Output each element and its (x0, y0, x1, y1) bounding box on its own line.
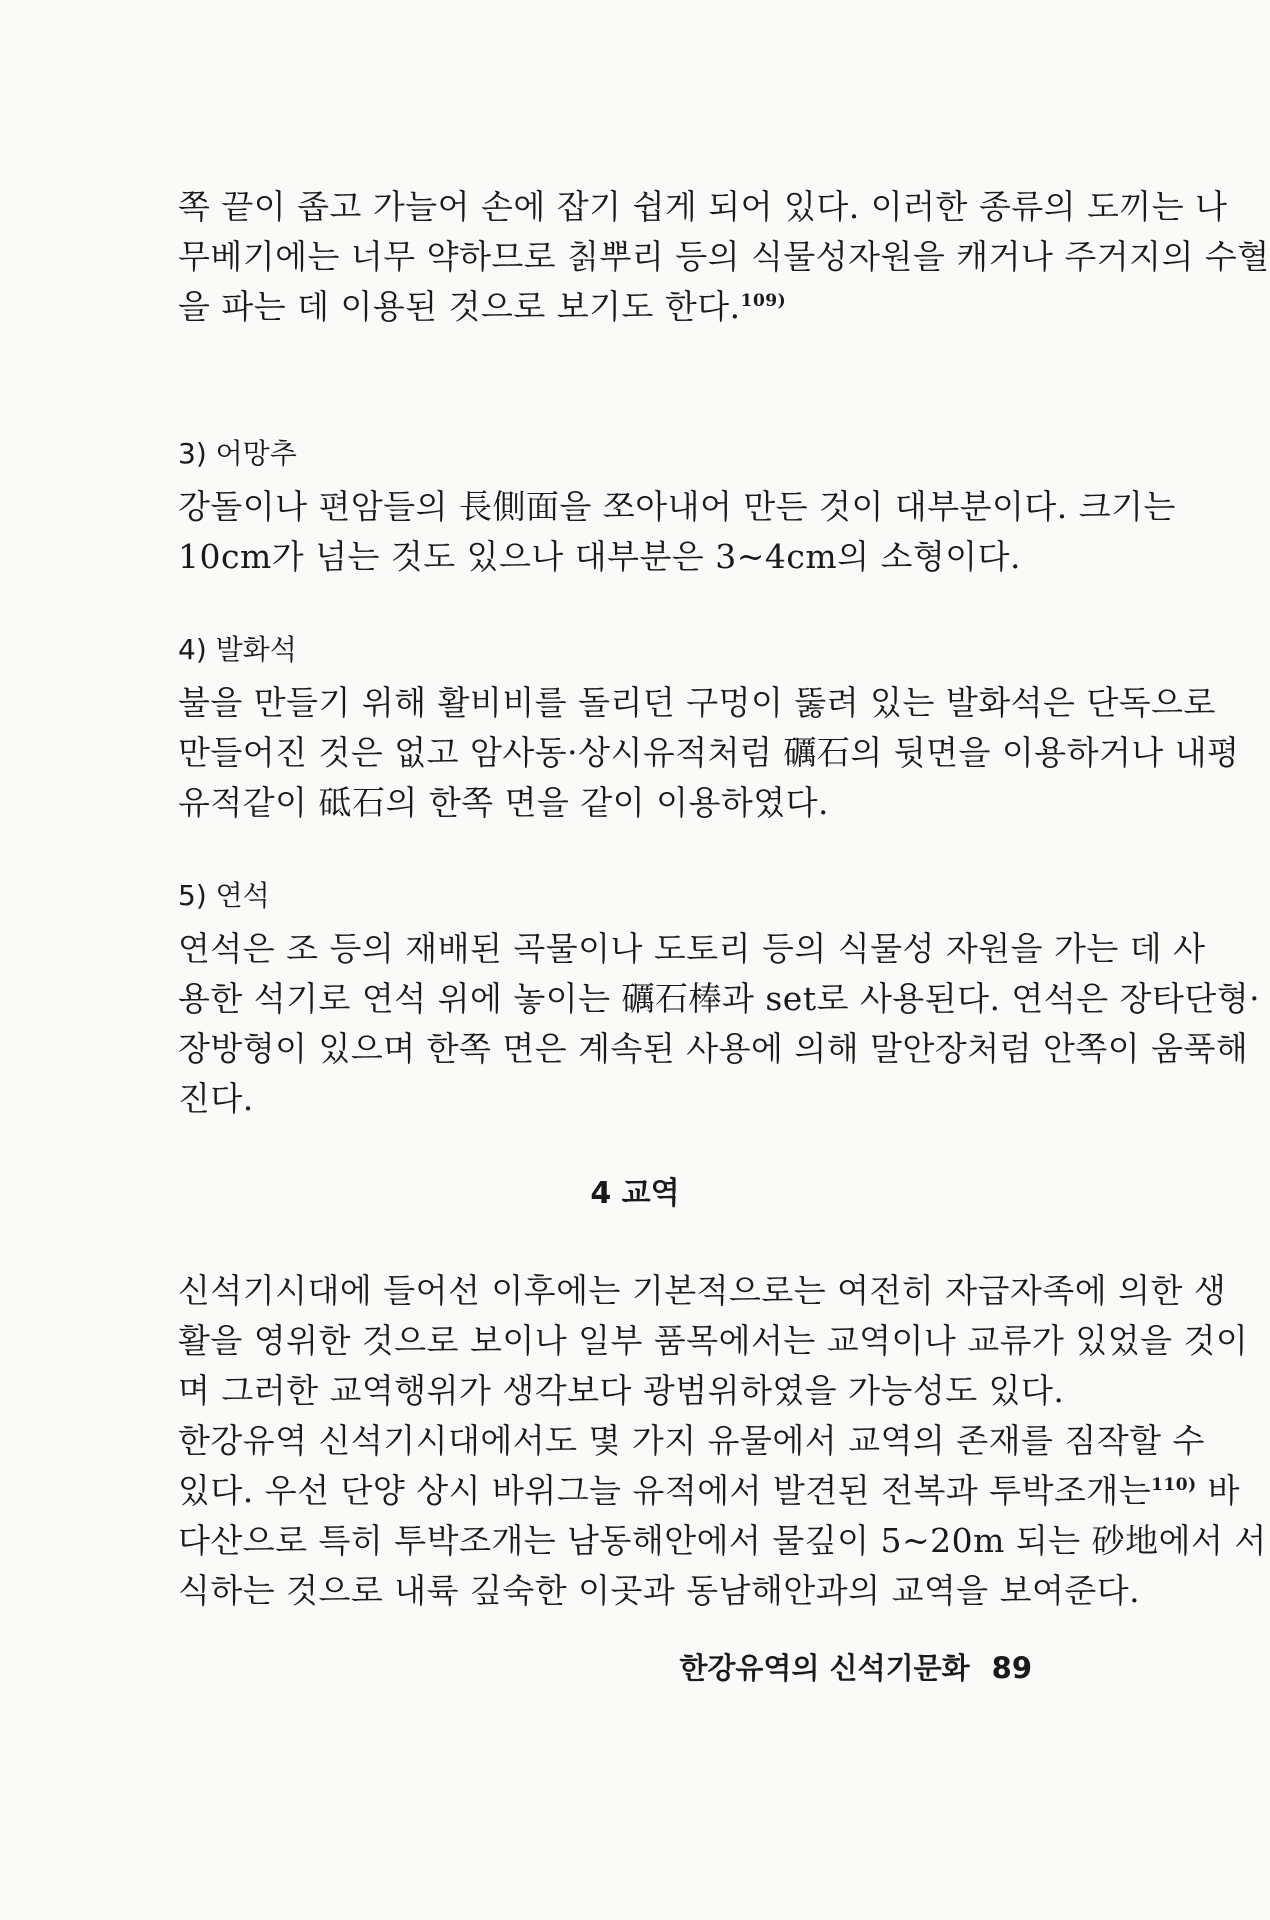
text-line: 다산으로 특히 투박조개는 남동해안에서 물깊이 5~20m 되는 砂地에서 서 (178, 1521, 1267, 1560)
text-line: 강돌이나 편암들의 長側面을 쪼아내어 만든 것이 대부분이다. 크기는 (178, 487, 1176, 526)
text-line: 만들어진 것은 없고 암사동·상시유적처럼 礪石의 뒷면을 이용하거나 내평 (178, 733, 1240, 772)
text-line: 활을 영위한 것으로 보이나 일부 품목에서는 교역이나 교류가 있었을 것이 (178, 1321, 1249, 1360)
text-line-content: 바 (1196, 1471, 1241, 1510)
running-title: 한강유역의 신석기문화 (679, 1651, 970, 1685)
text-line: 유적같이 砥石의 한쪽 면을 같이 이용하였다. (178, 783, 829, 822)
chapter-paragraph (178, 1416, 1267, 1616)
section-heading: 4) 발화석 (178, 633, 297, 666)
footnote-ref: 109) (740, 291, 787, 311)
footnote-ref: 110) (1151, 1475, 1197, 1495)
text-line: 연석은 조 등의 재배된 곡물이나 도토리 등의 식물성 자원을 가는 데 사 (178, 929, 1206, 968)
text-line: 불을 만들기 위해 활비비를 돌리던 구멍이 뚫려 있는 발화석은 단독으로 (178, 683, 1216, 722)
text-line-content: 있다. 우선 단양 상시 바위그늘 유적에서 발견된 전복과 투박조개는 (178, 1471, 1152, 1510)
text-line: 진다. (178, 1079, 254, 1118)
text-line: 장방형이 있으며 한쪽 면은 계속된 사용에 의해 말안장처럼 안쪽이 움푹해 (178, 1029, 1249, 1068)
section-heading: 3) 어망추 (178, 437, 297, 470)
text-line: 신석기시대에 들어선 이후에는 기본적으로는 여전히 자급자족에 의한 생 (178, 1271, 1227, 1310)
text-line-content: 을 파는 데 이용된 것으로 보기도 한다. (178, 287, 741, 326)
text-line: 며 그러한 교역행위가 생각보다 광범위하였을 가능성도 있다. (178, 1371, 1065, 1410)
page-footer (679, 1646, 1032, 1687)
text-line: 무베기에는 너무 약하므로 칡뿌리 등의 식물성자원을 캐거나 주거지의 수혈 (178, 237, 1270, 276)
text-line: 용한 석기로 연석 위에 놓이는 礪石棒과 set로 사용된다. 연석은 장타단형· (178, 979, 1261, 1018)
text-line: 식하는 것으로 내륙 깊숙한 이곳과 동남해안과의 교역을 보여준다. (178, 1571, 1141, 1610)
section-paragraph (178, 678, 1240, 828)
text-line: 10cm가 넘는 것도 있으나 대부분은 3~4cm의 소형이다. (178, 537, 1022, 576)
section-heading: 5) 연석 (178, 879, 270, 912)
section-paragraph (178, 924, 1261, 1124)
text-line (178, 1466, 1241, 1516)
text-line: 한강유역 신석기시대에서도 몇 가지 유물에서 교역의 존재를 짐작할 수 (178, 1421, 1205, 1460)
text-line (178, 282, 1068, 332)
intro-paragraph (178, 182, 1270, 332)
text-line: 쪽 끝이 좁고 가늘어 손에 잡기 쉽게 되어 있다. 이러한 종류의 도끼는 나 (178, 187, 1228, 226)
section-paragraph (178, 482, 1176, 582)
page-number: 89 (991, 1651, 1032, 1685)
chapter-paragraph (178, 1266, 1249, 1416)
chapter-title: 4 교역 (590, 1176, 680, 1211)
